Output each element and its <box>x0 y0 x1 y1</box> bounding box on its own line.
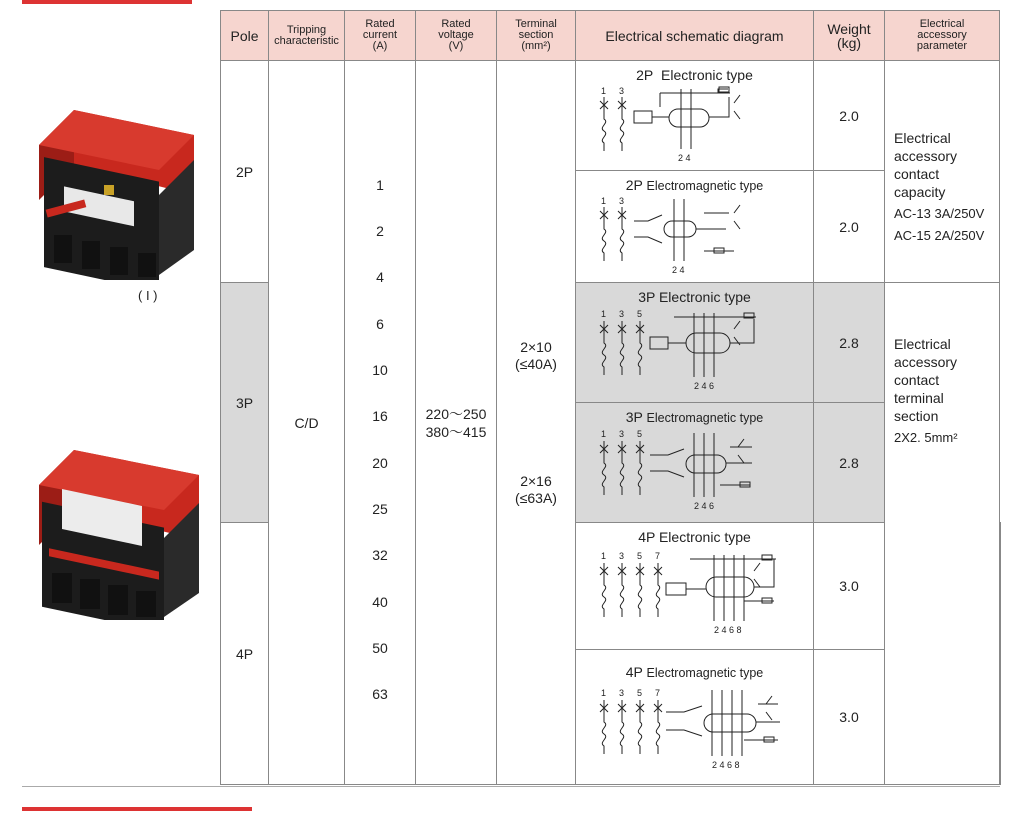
svg-text:1: 1 <box>601 309 607 319</box>
svg-text:5: 5 <box>637 688 643 698</box>
current-value: 6 <box>376 315 384 332</box>
diagram-3p-electronic: 3P Electronic type 1 3 5 2 4 6 <box>576 283 814 403</box>
schematic-2p-electromagnetic <box>594 193 754 277</box>
voltage-value: 220～250 <box>425 405 487 422</box>
current-value: 50 <box>372 640 388 657</box>
weight-4p-electronic: 3.0 <box>814 523 885 650</box>
current-value: 32 <box>372 547 388 564</box>
terminal-63a: 2×16 (≤63A) <box>515 472 557 506</box>
current-value: 40 <box>372 593 388 610</box>
svg-text:2 4: 2 4 <box>672 265 685 275</box>
photo-label: ( I ) <box>138 288 158 303</box>
current-value: 10 <box>372 361 388 378</box>
weight-2p-electromagnetic: 2.0 <box>814 171 885 283</box>
voltage-cell <box>416 61 497 785</box>
schematic-4p-electronic <box>594 545 784 641</box>
svg-text:2 4: 2 4 <box>678 153 691 163</box>
svg-text:3: 3 <box>619 551 625 561</box>
svg-text:1: 1 <box>601 196 607 206</box>
svg-text:1: 1 <box>601 551 607 561</box>
header-rated-current: Rated current (A) <box>345 11 416 61</box>
svg-text:3: 3 <box>619 86 625 96</box>
diagram-2p-electromagnetic: 2P Electromagnetic type 1 3 2 4 <box>576 171 814 283</box>
svg-text:3: 3 <box>619 196 625 206</box>
terminal-40a: 2×10 (≤40A) <box>515 338 557 372</box>
svg-text:3: 3 <box>619 429 625 439</box>
svg-text:1: 1 <box>601 688 607 698</box>
schematic-4p-electromagnetic <box>594 682 794 782</box>
svg-text:1: 1 <box>601 429 607 439</box>
diagram-2p-electronic: 2P Electronic type 1 3 2 4 <box>576 61 814 171</box>
svg-text:3: 3 <box>619 309 625 319</box>
current-value: 2 <box>376 222 384 239</box>
accessory-empty-cell <box>1000 523 1001 785</box>
svg-text:7: 7 <box>655 688 661 698</box>
header-row <box>221 11 1001 61</box>
current-value: 1 <box>376 176 384 193</box>
svg-text:2 4 6 8: 2 4 6 8 <box>712 760 740 770</box>
svg-text:5: 5 <box>637 429 643 439</box>
accessory-contact-capacity: Electrical accessory contact capacity AC-13 3A/250V AC-15 2A/250V <box>885 61 1000 283</box>
header-tripping: Tripping characteristic <box>269 11 345 61</box>
schematic-3p-electronic <box>594 305 774 395</box>
product-photo-4p <box>34 445 204 620</box>
header-terminal: Terminal section (mm²) <box>497 11 576 61</box>
diagram-4p-electromagnetic: 4P Electromagnetic type 1 3 5 7 2 4 6 8 <box>576 650 814 785</box>
weight-3p-electromagnetic: 2.8 <box>814 403 885 523</box>
weight-3p-electronic: 2.8 <box>814 283 885 403</box>
diagram-4p-electronic: 4P Electronic type 1 3 5 7 2 4 6 8 <box>576 523 814 650</box>
weight-2p-electronic: 2.0 <box>814 61 885 171</box>
diagram-3p-electromagnetic: 3P Electromagnetic type 1 3 5 2 4 6 <box>576 403 814 523</box>
spec-table <box>220 10 1001 785</box>
header-rated-voltage: Rated voltage (V) <box>416 11 497 61</box>
svg-text:2 4 6 8: 2 4 6 8 <box>714 625 742 635</box>
pole-cell-2p: 2P <box>221 61 269 283</box>
current-value: 63 <box>372 686 388 703</box>
header-accessory: Electrical accessory parameter <box>885 11 1000 61</box>
schematic-3p-electromagnetic <box>594 425 774 515</box>
pole-cell-3p: 3P <box>221 283 269 523</box>
tripping-cell: C/D <box>269 61 345 785</box>
weight-4p-electromagnetic: 3.0 <box>814 650 885 785</box>
voltage-value: 380～415 <box>425 423 487 440</box>
svg-text:2 4 6: 2 4 6 <box>694 381 715 391</box>
top-accent-line <box>22 0 192 4</box>
header-schematic: Electrical schematic diagram <box>576 11 814 61</box>
accessory-terminal-section: Electrical accessory contact terminal section 2X2. 5mm² <box>885 283 1000 785</box>
svg-text:5: 5 <box>637 309 643 319</box>
header-weight: Weight (kg) <box>814 11 885 61</box>
svg-text:7: 7 <box>655 551 661 561</box>
header-pole: Pole <box>221 11 269 61</box>
schematic-2p-electronic <box>594 83 754 165</box>
svg-text:1: 1 <box>601 86 607 96</box>
product-photo-2p <box>34 105 204 280</box>
current-value: 20 <box>372 454 388 471</box>
current-cell <box>345 61 416 785</box>
terminal-cell <box>497 61 576 785</box>
pole-cell-4p: 4P <box>221 523 269 785</box>
bottom-rule <box>22 786 1000 787</box>
current-value: 25 <box>372 501 388 518</box>
svg-text:3: 3 <box>619 688 625 698</box>
current-value: 16 <box>372 408 388 425</box>
svg-text:2 4 6: 2 4 6 <box>694 501 715 511</box>
bottom-accent-line <box>22 807 252 811</box>
current-value: 4 <box>376 269 384 286</box>
svg-text:5: 5 <box>637 551 643 561</box>
